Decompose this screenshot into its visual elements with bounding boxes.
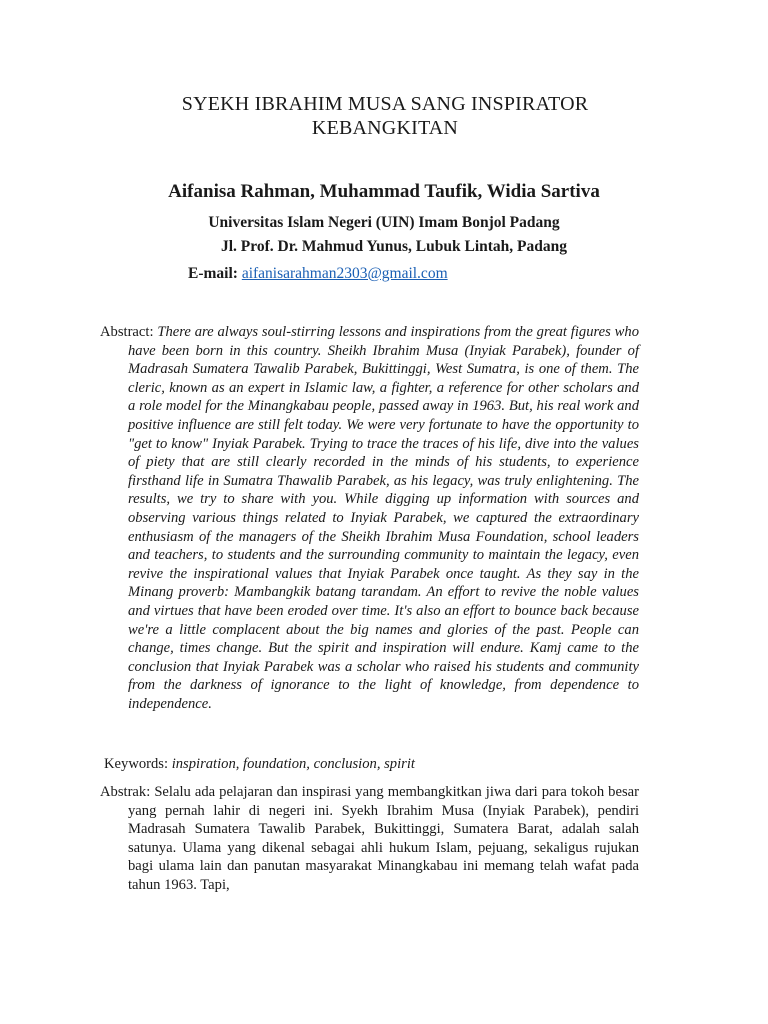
- title-line-1: SYEKH IBRAHIM MUSA SANG INSPIRATOR: [181, 93, 589, 115]
- abstract-text: There are always soul-stirring lessons and inspirations from the great figures who have been born in this country. Sheikh Ibrahim Musa (Inyiak Parabek), founder of Madrasah Sumatera Tawalib Parabek, Bukittinggi, West Sumatra, is one of them. The cleric, known as an expert in Islamic law, a fighter, a reference for other scholars and a role model for the Minangkabau people, passed away in 1963. But, his real work and positive influence are still felt today. We were very fortunate to have the opportunity to "get to know" Inyiak Parabek. Trying to trace the traces of his life, dive into the values of piety that are still clearly recorded in the minds of his students, to experience firsthand life in Sumatra Thawalib Parabek, as his legacy, was truly enlightening. The results, we try to share with you. While digging up information with sources and observing various things related to Inyiak Parabek, we captured the extraordinary enthusiasm of the managers of the Sheikh Ibrahim Musa Foundation, school leaders and teachers, to students and the surrounding community to maintain the legacy, even revive the inspirational values that Inyiak Parabek once taught. As they say in the Minang proverb: Mambangkik batang tarandam. An effort to revive the noble values and virtues that have been eroded over time. It's also an effort to bounce back because we're a little complacent about the big names and glories of the past. People can change, times change. But the spirit and inspiration will endure. Kamj came to the conclusion that Inyiak Parabek was a scholar who raised his students and community from the darkness of ignorance to the light of knowledge, from dependence to independence.: [128, 324, 639, 712]
- abstract-paragraph: [100, 323, 639, 713]
- email-line: [188, 264, 448, 284]
- affiliation: Universitas Islam Negeri (UIN) Imam Bonjol Padang: [208, 214, 560, 231]
- title-line-2: KEBANGKITAN: [311, 117, 459, 139]
- keywords-text: inspiration, foundation, conclusion, spirit: [171, 756, 415, 772]
- email-label: E-mail:: [188, 265, 242, 282]
- abstrak-section: [100, 783, 639, 895]
- author-list: Aifanisa Rahman, Muhammad Taufik, Widia Sartiva: [168, 181, 600, 202]
- email-link[interactable]: aifanisarahman2303@gmail.com: [241, 265, 448, 282]
- paper-title: [120, 92, 650, 140]
- abstract-section: [100, 323, 639, 713]
- abstrak-text: Selalu ada pelajaran dan inspirasi yang membangkitkan jiwa dari para tokoh besar yang pernah lahir di negeri ini. Syekh Ibrahim Musa (Inyiak Parabek), pendiri Madrasah Sumatera Tawalib Parabek, Bukittinggi, Sumatera Barat, adalah salah satunya. Ulama yang dikenal sebagai ahli hukum Islam, pejuang, sekaligus rujukan bagi ulama lain dan panutan masyarakat Minangkabau ini memang telah wafat pada tahun 1963. Tapi,: [128, 784, 639, 893]
- address: Jl. Prof. Dr. Mahmud Yunus, Lubuk Lintah, Padang: [220, 238, 567, 255]
- abstrak-paragraph: [100, 783, 639, 895]
- abstrak-label: Abstrak:: [100, 784, 155, 800]
- keywords-line: [104, 755, 415, 774]
- abstract-label: Abstract:: [100, 324, 158, 340]
- keywords-label: Keywords:: [104, 756, 172, 772]
